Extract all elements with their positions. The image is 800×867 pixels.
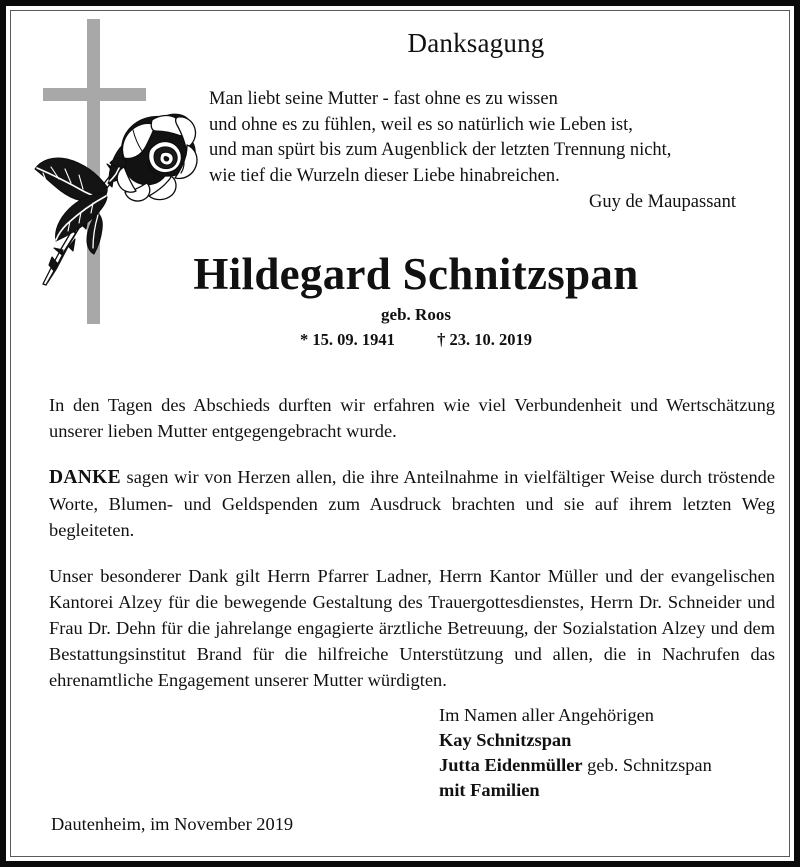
place-and-date: Dautenheim, im November 2019: [51, 814, 294, 834]
life-dates: [111, 330, 721, 350]
card-inner-frame: [10, 10, 790, 857]
poem-attribution: Guy de Maupassant: [589, 192, 736, 212]
poem-line: und ohne es zu fühlen, weil es so natürlich wie Leben ist,: [209, 114, 633, 135]
birth-date: 15. 09. 1941: [312, 330, 395, 349]
poem-block: [201, 87, 746, 216]
signature-name-2-bold: Jutta Eidenmüller: [439, 755, 583, 775]
obituary-body: [49, 392, 775, 693]
signature-block: [439, 703, 779, 803]
birth-symbol: *: [300, 330, 309, 349]
signature-name-1: Kay Schnitzspan: [439, 730, 572, 750]
poem-line: und man spürt bis zum Augenblick der letzten Trennung nicht,: [209, 140, 672, 160]
signature-intro: Im Namen aller Angehörigen: [439, 705, 654, 725]
danke-rest: sagen wir von Herzen allen, die ihre Anteilnahme in vielfältiger Weise durch tröstende Worte, Blumen- und Geldspenden zum Ausdruck brachten und sie auf ihrem letzten Weg begleiteten.: [49, 467, 775, 540]
deceased-name: Hildegard Schnitzspan: [193, 249, 639, 299]
deceased-name-block: [111, 249, 721, 350]
signature-name-3: mit Familien: [439, 780, 540, 800]
signature-name-2-rest: geb. Schnitzspan: [582, 755, 712, 775]
death-date: 23. 10. 2019: [449, 330, 532, 349]
body-paragraph-1: In den Tagen des Abschieds durften wir erfahren wie viel Verbundenheit und Wertschätzung unserer lieben Mutter entgegengebracht wurde.: [49, 395, 775, 441]
poem-line: Man liebt seine Mutter - fast ohne es zu wissen: [209, 89, 558, 109]
body-paragraph-2: [49, 464, 775, 543]
death-symbol: †: [437, 330, 446, 349]
deceased-maiden-name: geb. Roos: [381, 305, 451, 324]
body-paragraph-3: Unser besonderer Dank gilt Herrn Pfarrer Ladner, Herrn Kantor Müller und der evangelischen Kantorei Alzey für die bewegende Gestaltung des Trauergottesdienstes, Herrn Dr. Schneider und Frau Dr. Dehn für die jahrelange engagierte ärztliche Betreuung, der Sozialstation Alzey und dem Bestattungsinstitut Brand für die hilfreiche Unterstützung und allen, die in Nachrufen das ehrenamtliche Engagement unserer Mutter würdigten.: [49, 566, 775, 690]
page-title: Danksagung: [407, 28, 545, 58]
poem-line: wie tief die Wurzeln dieser Liebe hinabreichen.: [209, 165, 560, 186]
signature-name-2: [439, 753, 779, 778]
danke-lead: DANKE: [49, 467, 121, 488]
